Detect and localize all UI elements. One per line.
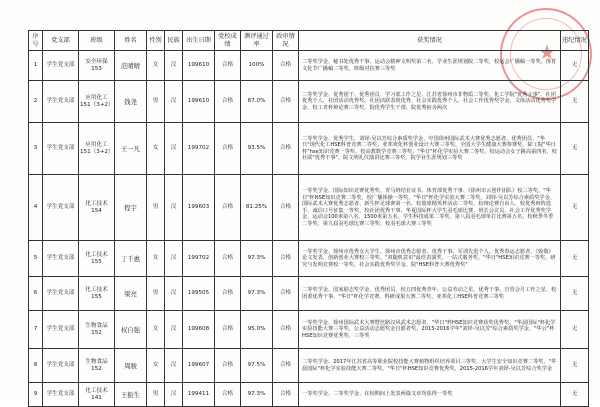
- cell-pass-rate: 97.3%: [241, 241, 273, 277]
- header-birth-date: 出生日期: [183, 31, 215, 51]
- cell-class: 化工技术155: [79, 277, 115, 311]
- cell-class: 应用化工151（3+2）: [79, 81, 115, 123]
- cell-ethnicity: 汉: [165, 277, 183, 311]
- header-discipline: 违纪情况: [561, 31, 589, 51]
- cell-index: 6: [29, 277, 43, 311]
- header-school-score: 党校成绩: [215, 31, 241, 51]
- cell-index: 1: [29, 51, 43, 81]
- cell-class: 生物食品152: [79, 349, 115, 383]
- cell-birth-date: 199608: [183, 311, 215, 349]
- seal-star-icon: ★: [538, 40, 556, 64]
- cell-gender: 女: [147, 349, 165, 383]
- header-ethnicity: 民族: [165, 31, 183, 51]
- cell-index: 9: [29, 383, 43, 407]
- cell-index: 2: [29, 81, 43, 123]
- cell-political-review: 合格: [273, 241, 299, 277]
- cell-branch: 学生党支部: [43, 81, 79, 123]
- cell-pass-rate: 87.0%: [241, 81, 273, 123]
- cell-discipline: 无: [561, 277, 589, 311]
- table-row: [29, 349, 589, 383]
- cell-pass-rate: 81.25%: [241, 175, 273, 241]
- cell-name: 钱尧: [115, 81, 147, 123]
- table-row: [29, 241, 589, 277]
- cell-branch: 学生党支部: [43, 241, 79, 277]
- table-row: [29, 175, 589, 241]
- cell-political-review: 合格: [273, 277, 299, 311]
- cell-index: 8: [29, 349, 43, 383]
- header-index: 序号: [29, 31, 43, 51]
- cell-name: 范晴晴: [115, 51, 147, 81]
- cell-awards: 二等奖学金、秘书处优秀干事、运动会精神文明奖第二名、学业生涯规划院二等奖、校运会广播稿一等奖、体育文化节广播稿二等奖、班级对抗赛三等奖: [299, 51, 561, 81]
- cell-awards: 二等奖学金、优秀团干、优秀团员、学习部工作之星、江苏省徐州市非物质二等奖、化工学院"优秀十事"、社团优秀个人、社团活动优秀奖、社团活跃表现优秀、社会实践优秀个人、社会工作优秀奖学金、文体活动优秀奖学金、校工青杯辩论赛三等奖、院优秀学生干部、院优秀宿舍两次: [299, 81, 561, 123]
- awards-table: [28, 30, 589, 407]
- cell-gender: 男: [147, 277, 165, 311]
- cell-name: 权自强: [115, 311, 147, 349]
- cell-branch: 学生党支部: [43, 51, 79, 81]
- cell-birth-date: 199610: [183, 81, 215, 123]
- header-name: 姓名: [115, 31, 147, 51]
- cell-birth-date: 199702: [183, 241, 215, 277]
- cell-pass-rate: 97.3%: [241, 383, 273, 407]
- header-pass-rate: 测评通过率: [241, 31, 273, 51]
- cell-political-review: 合格: [273, 81, 299, 123]
- cell-class: 化工技术141: [79, 383, 115, 407]
- cell-name: 丁千惠: [115, 241, 147, 277]
- cell-class: 安全环保153: [79, 51, 115, 81]
- cell-gender: 男: [147, 175, 165, 241]
- cell-gender: 女: [147, 241, 165, 277]
- cell-branch: 学生党支部: [43, 383, 79, 407]
- cell-name: 程宇: [115, 175, 147, 241]
- cell-awards: 一等奖学金、国际知识竞赛优秀奖、青马班结业证书、体育部优秀干事、《徐州市云创作团队》校三等奖、"华日"杯HSE知识竞赛二等奖、校广播体操一等奖、"华日"杯化学实验大赛二等奖、刘铎-吴以芳综合素质奖学金、国际武术大赛优秀志愿者、新生杯足球赛第一名、校篮球精英杯活动二等奖、校辩论赛自由人、校优秀辩阵选手、诚信口号征集一等奖、校社团优秀干事、华夏国际杯大学生羽毛球比赛、班长会议员、社会工作优秀奖学金、运动会100米第八名、1500米第五名、学生科技成果二等奖、第八届羽毛球单打比赛第五名、校秋季冬季二等奖、第九届羽毛球比赛三等奖、校羽毛球大赛三等奖: [299, 175, 561, 241]
- cell-discipline: 无: [561, 241, 589, 277]
- cell-ethnicity: 汉: [165, 81, 183, 123]
- cell-awards: 一等奖学金、二等奖学金、在校期间上发表两篇文章均获得一等奖: [299, 383, 561, 407]
- cell-pass-rate: 93.5%: [241, 123, 273, 175]
- cell-ethnicity: 汉: [165, 383, 183, 407]
- cell-index: 7: [29, 311, 43, 349]
- cell-branch: 学生党支部: [43, 123, 79, 175]
- cell-political-review: 合格: [273, 123, 299, 175]
- cell-name: 周骏: [115, 349, 147, 383]
- cell-discipline: 无: [561, 81, 589, 123]
- header-branch: 党支部: [43, 31, 79, 51]
- cell-index: 4: [29, 175, 43, 241]
- cell-index: 3: [29, 123, 43, 175]
- cell-birth-date: 199505: [183, 277, 215, 311]
- cell-pass-rate: 97.3%: [241, 277, 273, 311]
- header-political-review: 政审情况: [273, 31, 299, 51]
- cell-gender: 女: [147, 123, 165, 175]
- cell-birth-date: 199702: [183, 123, 215, 175]
- cell-birth-date: 199610: [183, 51, 215, 81]
- cell-political-review: 合格: [273, 383, 299, 407]
- cell-awards: 二等奖学金、优秀学生、刘铎-吴以芳综合素质奖学金、中国徐州国际武术大赛优秀志愿者、优秀团员、"华日"现代化工HSE科普竞赛二等奖、亚邦欢化杯创业设计大赛三等奖、全国大学生健康大赛参赛奖、除工院"华日杯"hse知识竞赛一等奖、校高教数学竞赛三等奖、"华日"杯化学实验大赛二等奖、校运动会女子跳高第四名、校社联"优秀干事"、院文明礼仪演讲比赛三等奖、院学业生涯规划三等奖: [299, 123, 561, 175]
- cell-school-score: 合格: [215, 51, 241, 81]
- cell-gender: 男: [147, 383, 165, 407]
- cell-awards: 一等奖学金、徐州国际武术大赛暨丝路汉风武术志愿者、"华日"杯HSE知识竞赛获奖优秀奖、"华晨国际"杯化学实验技能大赛三等奖、公益活动志愿奖金自愿者奖、2015-2016学年"刘铎-吴以芳"综合素质奖学金、"华云"杯HSE知识竞赛优秀奖、三等奖: [299, 311, 561, 349]
- table-row: [29, 81, 589, 123]
- cell-political-review: 合格: [273, 51, 299, 81]
- cell-gender: 女: [147, 51, 165, 81]
- cell-school-score: 合格: [215, 349, 241, 383]
- cell-gender: 男: [147, 81, 165, 123]
- cell-school-score: 合格: [215, 123, 241, 175]
- cell-discipline: 无: [561, 51, 589, 81]
- cell-class: 化工技术154: [79, 175, 115, 241]
- cell-name: 梁亮: [115, 277, 147, 311]
- cell-class: 应用化工151（3+2）: [79, 123, 115, 175]
- cell-awards: 二等奖学金、国家励志奖学金、优秀团员、校五四优秀青年、公益劳动之星、优秀干事、自管会月工作之星、校团委优秀干事、"华日"杯化学竞赛、科研成果大赛二等奖、亚邦化工HSE科普竞赛三等奖: [299, 277, 561, 311]
- cell-school-score: 合格: [215, 81, 241, 123]
- cell-index: 5: [29, 241, 43, 277]
- cell-discipline: 无: [561, 175, 589, 241]
- cell-ethnicity: 汉: [165, 175, 183, 241]
- cell-branch: 学生党支部: [43, 175, 79, 241]
- cell-discipline: 无: [561, 349, 589, 383]
- cell-school-score: 合格: [215, 383, 241, 407]
- table-row: [29, 383, 589, 407]
- cell-discipline: 无: [561, 311, 589, 349]
- cell-birth-date: 199603: [183, 175, 215, 241]
- header-class: 班级: [79, 31, 115, 51]
- cell-ethnicity: 汉: [165, 241, 183, 277]
- cell-political-review: 合格: [273, 349, 299, 383]
- table-row: [29, 51, 589, 81]
- cell-branch: 学生党支部: [43, 311, 79, 349]
- cell-ethnicity: 汉: [165, 51, 183, 81]
- header-gender: 性别: [147, 31, 165, 51]
- cell-pass-rate: 97.5%: [241, 349, 273, 383]
- cell-ethnicity: 汉: [165, 311, 183, 349]
- cell-class: 化工技术155: [79, 241, 115, 277]
- cell-pass-rate: 95.0%: [241, 311, 273, 349]
- cell-awards: 二等奖学金、2017年江苏省高等职业院校技能大赛植物组织培养项目三等奖、大学生安全知识竞赛二等奖、"华晨国际"杯化学实验技能大赛二等奖、"华日"杯HSE知识竞赛优秀奖、2015-2016学年刘铎-吴以芳综合奖学金: [299, 349, 561, 383]
- cell-discipline: 无: [561, 123, 589, 175]
- cell-branch: 学生党支部: [43, 277, 79, 311]
- cell-political-review: 合格: [273, 311, 299, 349]
- cell-birth-date: 199607: [183, 349, 215, 383]
- cell-gender: 女: [147, 311, 165, 349]
- cell-name: 王一凡: [115, 123, 147, 175]
- cell-birth-date: 199411: [183, 383, 215, 407]
- cell-awards: 一等奖学金、徐州市优秀女大学生、徐州市优秀志愿者、优秀干事、军训先进个人、优秀春运志愿者、《致敬》论文发表、创新创业大赛校三等奖、"双随机意识"最佳表演奖、一站式服务奖、"华日"HSE知识竞赛一等奖、研究与发明竞赛校一等奖、社会实践优秀奖学金、院"HSE科普大赛优秀奖": [299, 241, 561, 277]
- table-header-row: [29, 31, 589, 51]
- cell-discipline: 无: [561, 383, 589, 407]
- table-row: [29, 123, 589, 175]
- cell-school-score: 合格: [215, 311, 241, 349]
- table-row: [29, 311, 589, 349]
- cell-ethnicity: 汉: [165, 349, 183, 383]
- cell-school-score: 合格: [215, 175, 241, 241]
- cell-name: 王振生: [115, 383, 147, 407]
- cell-political-review: 合格: [273, 175, 299, 241]
- header-awards: 获奖情况: [299, 31, 561, 51]
- table-row: [29, 277, 589, 311]
- cell-branch: 学生党支部: [43, 349, 79, 383]
- cell-class: 生物食品152: [79, 311, 115, 349]
- cell-pass-rate: 100%: [241, 51, 273, 81]
- cell-school-score: 合格: [215, 277, 241, 311]
- cell-school-score: 合格: [215, 241, 241, 277]
- cell-ethnicity: 汉: [165, 123, 183, 175]
